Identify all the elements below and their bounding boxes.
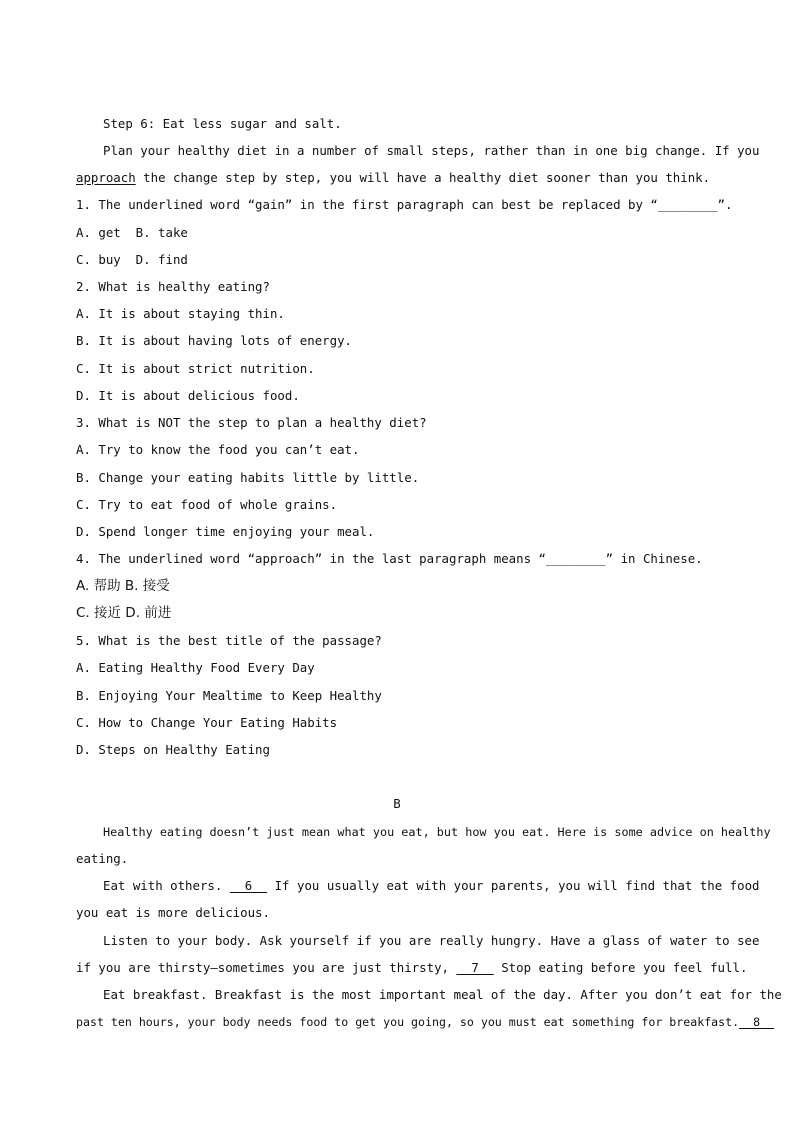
question-2-option-a: A. It is about staying thin. — [76, 306, 285, 321]
underlined-approach: approach — [76, 170, 136, 185]
question-1-options-ab: A. get B. take — [76, 225, 188, 240]
eat-breakfast-line-1: Eat breakfast. Breakfast is the most important meal of the day. After you don’t eat for the — [103, 987, 782, 1002]
section-b-intro-line-2: eating. — [76, 851, 129, 866]
question-2-option-d: D. It is about delicious food. — [76, 388, 300, 403]
question-5-option-d: D. Steps on Healthy Eating — [76, 742, 270, 757]
plan-paragraph-line-1: Plan your healthy diet in a number of small steps, rather than in one big change. If you — [103, 143, 760, 158]
question-1-stem: 1. The underlined word “gain” in the first paragraph can best be replaced by “________”. — [76, 197, 733, 212]
eat-breakfast-text-a: past ten hours, your body needs food to get you going, so you must eat something for breakfast. — [76, 1015, 740, 1029]
listen-body-line-1: Listen to your body. Ask yourself if you are really hungry. Have a glass of water to see — [103, 933, 760, 948]
question-3-option-d: D. Spend longer time enjoying your meal. — [76, 524, 375, 539]
question-1-options-cd: C. buy D. find — [76, 252, 188, 267]
listen-body-text-b: Stop eating before you feel full. — [493, 960, 748, 975]
question-2-option-b: B. It is about having lots of energy. — [76, 333, 353, 348]
question-3-stem: 3. What is NOT the step to plan a healthy diet? — [76, 415, 427, 430]
question-4-options-ab: A. 帮助 B. 接受 — [76, 578, 170, 594]
plan-paragraph-line-2-rest: the change step by step, you will have a healthy diet sooner than you think. — [135, 170, 711, 185]
step-6-heading: Step 6: Eat less sugar and salt. — [103, 116, 342, 131]
plan-paragraph-line-2 — [76, 170, 710, 186]
question-5-option-b: B. Enjoying Your Mealtime to Keep Healthy — [76, 688, 382, 703]
question-3-option-b: B. Change your eating habits little by little. — [76, 470, 420, 485]
eat-with-others-line-1 — [103, 878, 760, 894]
blank-8[interactable]: 8 — [739, 1015, 775, 1029]
question-4-stem: 4. The underlined word “approach” in the last paragraph means “________” in Chinese. — [76, 551, 703, 566]
section-b-heading: B — [393, 796, 401, 811]
question-2-option-c: C. It is about strict nutrition. — [76, 361, 315, 376]
section-b-intro-line-1: Healthy eating doesn’t just mean what you eat, but how you eat. Here is some advice on healthy — [103, 825, 771, 839]
blank-7[interactable]: 7 — [456, 960, 494, 975]
listen-body-text-a: if you are thirsty—sometimes you are just thirsty, — [76, 960, 457, 975]
question-4-options-cd: C. 接近 D. 前进 — [76, 605, 172, 621]
eat-with-others-text-a: Eat with others. — [103, 878, 230, 893]
question-3-option-a: A. Try to know the food you can’t eat. — [76, 442, 360, 457]
question-5-option-c: C. How to Change Your Eating Habits — [76, 715, 338, 730]
eat-with-others-line-2: you eat is more delicious. — [76, 905, 270, 920]
question-5-option-a: A. Eating Healthy Food Every Day — [76, 660, 315, 675]
question-5-stem: 5. What is the best title of the passage? — [76, 633, 382, 648]
listen-body-line-2 — [76, 960, 747, 976]
question-2-stem: 2. What is healthy eating? — [76, 279, 270, 294]
question-3-option-c: C. Try to eat food of whole grains. — [76, 497, 338, 512]
blank-6[interactable]: 6 — [229, 878, 268, 893]
eat-with-others-text-b: If you usually eat with your parents, you will find that the food — [267, 878, 760, 893]
eat-breakfast-line-2 — [76, 1014, 774, 1030]
